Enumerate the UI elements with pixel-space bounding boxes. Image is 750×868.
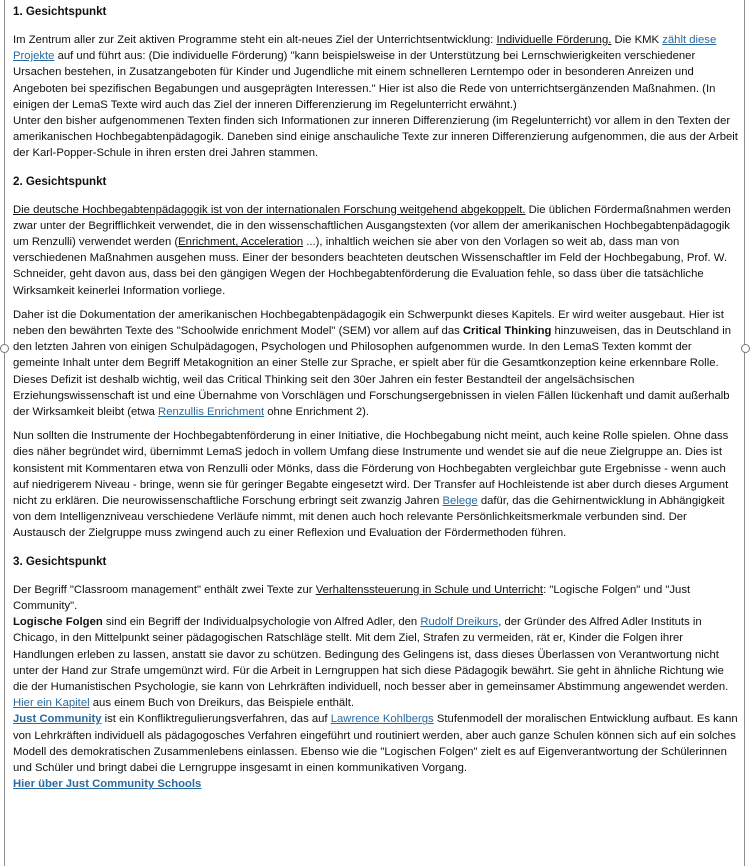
resize-handle-right[interactable] [741, 344, 750, 353]
text: dafür, das die Gehirnentwicklung in Abhängigkeit von dem Intelligenzniveau verschiedene Verläufe nimmt, mit denen auch hoch relevante Persönlichkeitsmerkmale verbunden sind. Der Austausch der Zielgruppe muss zwingend auch zu einer Reflexion und Evaluation der Fördermethoden führen. [13, 495, 725, 540]
text: ohne Enrichment 2). [264, 406, 370, 419]
text: ...), inhaltlich weichen sie aber von den Vorlagen so weit ab, dass man von verschiedenen Maßnahmen ausgehen muss. Einer der besonders beachteten deutschen Wissenschaftler im Feld der Hochbegabung, Prof. W. Schneider, geht davon aus, dass bei den gängigen Wegen der Hochbegabtenförderung die Evaluation fehle, so dass über die tatsächliche Wirksamkeit keinerlei Information vorliege. [13, 236, 727, 297]
paragraph [13, 776, 738, 792]
section-heading-3: 3. Gesichtspunkt [13, 554, 107, 568]
paragraph [13, 428, 738, 541]
paragraph [13, 32, 738, 113]
text: Die üblichen Fördermaßnahmen werden zwar unter der Begrifflichkeit verwendet, die in den wissenschaftlichen Ausgangstexten (vor allem der amerikanischen Hochbegabtenpädagogik um Renzulli) verwendet werden ( [13, 203, 731, 249]
paragraph [13, 614, 738, 711]
link-just-community[interactable]: Just Community [13, 713, 102, 726]
link-renzullis-enrichment[interactable]: Renzullis Enrichment [158, 406, 265, 419]
text: : "Logische Folgen" und "Just Community". [13, 583, 691, 612]
paragraph [13, 202, 738, 299]
underlined-text: Enrichment, Acceleration [178, 236, 304, 249]
text: sind ein Begriff der Individualpsychologie von Alfred Adler, den [102, 616, 421, 629]
underlined-text: Verhaltenssteuerung in Schule und Unterricht [315, 583, 544, 596]
resize-handle-left[interactable] [0, 344, 9, 353]
section-heading-2: 2. Gesichtspunkt [13, 174, 107, 188]
link-lawrence-kohlbergs[interactable]: Lawrence Kohlbergs [330, 713, 434, 726]
paragraph [13, 582, 738, 614]
text: ist ein Konfliktregulierungsverfahren, das auf [101, 713, 331, 726]
text: Stufenmodell der moralischen Entwicklung aufbaut. Es kann von Lehrkräften individuell als pädagogosches Verfahren eingeführt und routiniert werden, aber auch ganze Schulen können sich auf ein solches Modell des demokratischen Zusammenlebens einlassen. Ebenso wie die "Logischen Folgen" zielt es auf Eigenverantwortung der Schülerinnen und Schüler und bringt dabei die Lerngruppe insgesamt in einen kommunikativen Vorgang. [13, 713, 738, 774]
text: Nun sollten die Instrumente der Hochbegabtenförderung in einer Initiative, die Hochbegabung nicht meint, auch keine Rolle spielen. Ohne dass dies näher begründet wird, übernimmt LemaS jedoch in vollem Umfang diese Instrumente und wendet sie auf die neue Zielgruppe an. Dies ist konsistent mit Kommentaren etwa von Renzulli oder Mönks, dass die Förderung von Hochbegabten vergleichbar gute Ergebnisse - wenn auch auf niedrigerem Niveau - bringe, wenn sie für geringer Begabte eingesetzt wird. Der Transfer auf Hochleistende ist aber durch dieses Argument nicht zu erklären. Die neurowissenschaftliche Forschung erbringt seit zwanzig Jahren [13, 430, 729, 508]
paragraph [13, 307, 738, 420]
link-belege[interactable]: Belege [442, 495, 478, 508]
bold-term: Critical Thinking [462, 325, 552, 338]
underlined-text: Die deutsche Hochbegabtenpädagogik ist von der internationalen Forschung weitgehend abgekoppelt. [13, 203, 526, 216]
underlined-text: Individuelle Förderung. [496, 34, 612, 46]
text: Die KMK [611, 34, 663, 46]
paragraph: Unter den bisher aufgenommenen Texten finden sich Informationen zur inneren Differenzierung (im Regelunterricht) vor allem in den Texten der amerikanischen Hochbegabtenpädagogik. Daneben sind einige anschauliche Texte zur inneren Differenzierung aufgenommen, die aus der Arbeit der Karl-Popper-Schule in ihren ersten drei Jahren stammen. [13, 115, 738, 160]
section-heading-1: 1. Gesichtspunkt [13, 5, 107, 18]
text: , der Gründer des Alfred Adler Instituts in Chicago, in den Mittelpunkt seiner pädagogischen Ratschläge stellt. Mit dem Ziel, Strafen zu vermeiden, rät er, Kinder die Folgen ihrer Handlungen erleben zu lassen, anstatt sie davor zu schützen. Bedingung des Gelingens ist, dass dieses Überlassen von Verantwortung nicht unter der Hand zur Strafe umgemünzt wird. Für die Arbeit in Lerngruppen hat sich diese Pädagogik bewährt. Sie geht in ähnliche Richtung wie die der Humanistischen Psychologie, sie kann von Lehrkräften individuell, noch besser aber in gemeinsamer Abstimmung angewendet werden. [13, 616, 729, 693]
text: hinzuweisen, das in Deutschland in den letzten Jahren von einigen Schulpädagogen, Psychologen und Philosophen aufgenommen wurde. In den LemaS Texten kommt der gemeinte Inhalt unter dem Begriff Metakognition an einer Stelle zur Sprache, er spielt aber für die Gesamtkonzeption keine erkennbare Rolle. Dieses Defizit ist deshalb wichtig, weil das Critical Thinking seit den 30er Jahren ein fester Bestandteil der angelsächsischen Erziehungswissenschaft ist und eine Übernahme von Vorschlägen und Forschungsergebnissen in vielen Fällen lückenhaft und damit außerhalb der Wirksamkeit bleibt (etwa [13, 325, 731, 419]
link-rudolf-dreikurs[interactable]: Rudolf Dreikurs [420, 616, 499, 629]
link-hier-ein-kapitel[interactable]: Hier ein Kapitel [13, 697, 90, 710]
bold-term: Logische Folgen [13, 616, 103, 629]
paragraph [13, 711, 738, 776]
text: Daher ist die Dokumentation der amerikanischen Hochbegabtenpädagogik ein Schwerpunkt dieses Kapitels. Er wird weiter ausgebaut. Hier ist neben den bewährten Texte des "Schoolwide enrichment Model" (SEM) vor allem auf das [13, 308, 724, 338]
text: Im Zentrum aller zur Zeit aktiven Programme steht ein alt-neues Ziel der Unterrichtsentwicklung: [13, 34, 497, 46]
text: auf und führt aus: (Die individuelle Förderung) "kann beispielsweise in der Unterstützung bei Lernschwierigkeiten verschiedener Ursachen bestehen, in Zusatzangeboten für Kinder und Jugendliche mit einem schnelleren Lerntempo oder in besonderen Anreizen und Angeboten bei spezifischen Begabungen und ausgeprägten Interessen." Hier ist also die Rede von unterrichtsergänzenden Maßnahmen. (In einigen der LemaS Texte wird auch das Ziel der inneren Differenzierung im Regelunterricht erwähnt.) [13, 50, 716, 111]
link-zaehlt-diese-projekte[interactable]: zählt diese Projekte [13, 34, 717, 63]
text: Der Begriff "Classroom management" enthält zwei Texte zur [13, 583, 316, 596]
link-just-community-schools[interactable]: Hier über Just Community Schools [13, 778, 202, 791]
text: aus einem Buch von Dreikurs, das Beispiele enthält. [89, 697, 354, 710]
document-body [13, 4, 738, 792]
